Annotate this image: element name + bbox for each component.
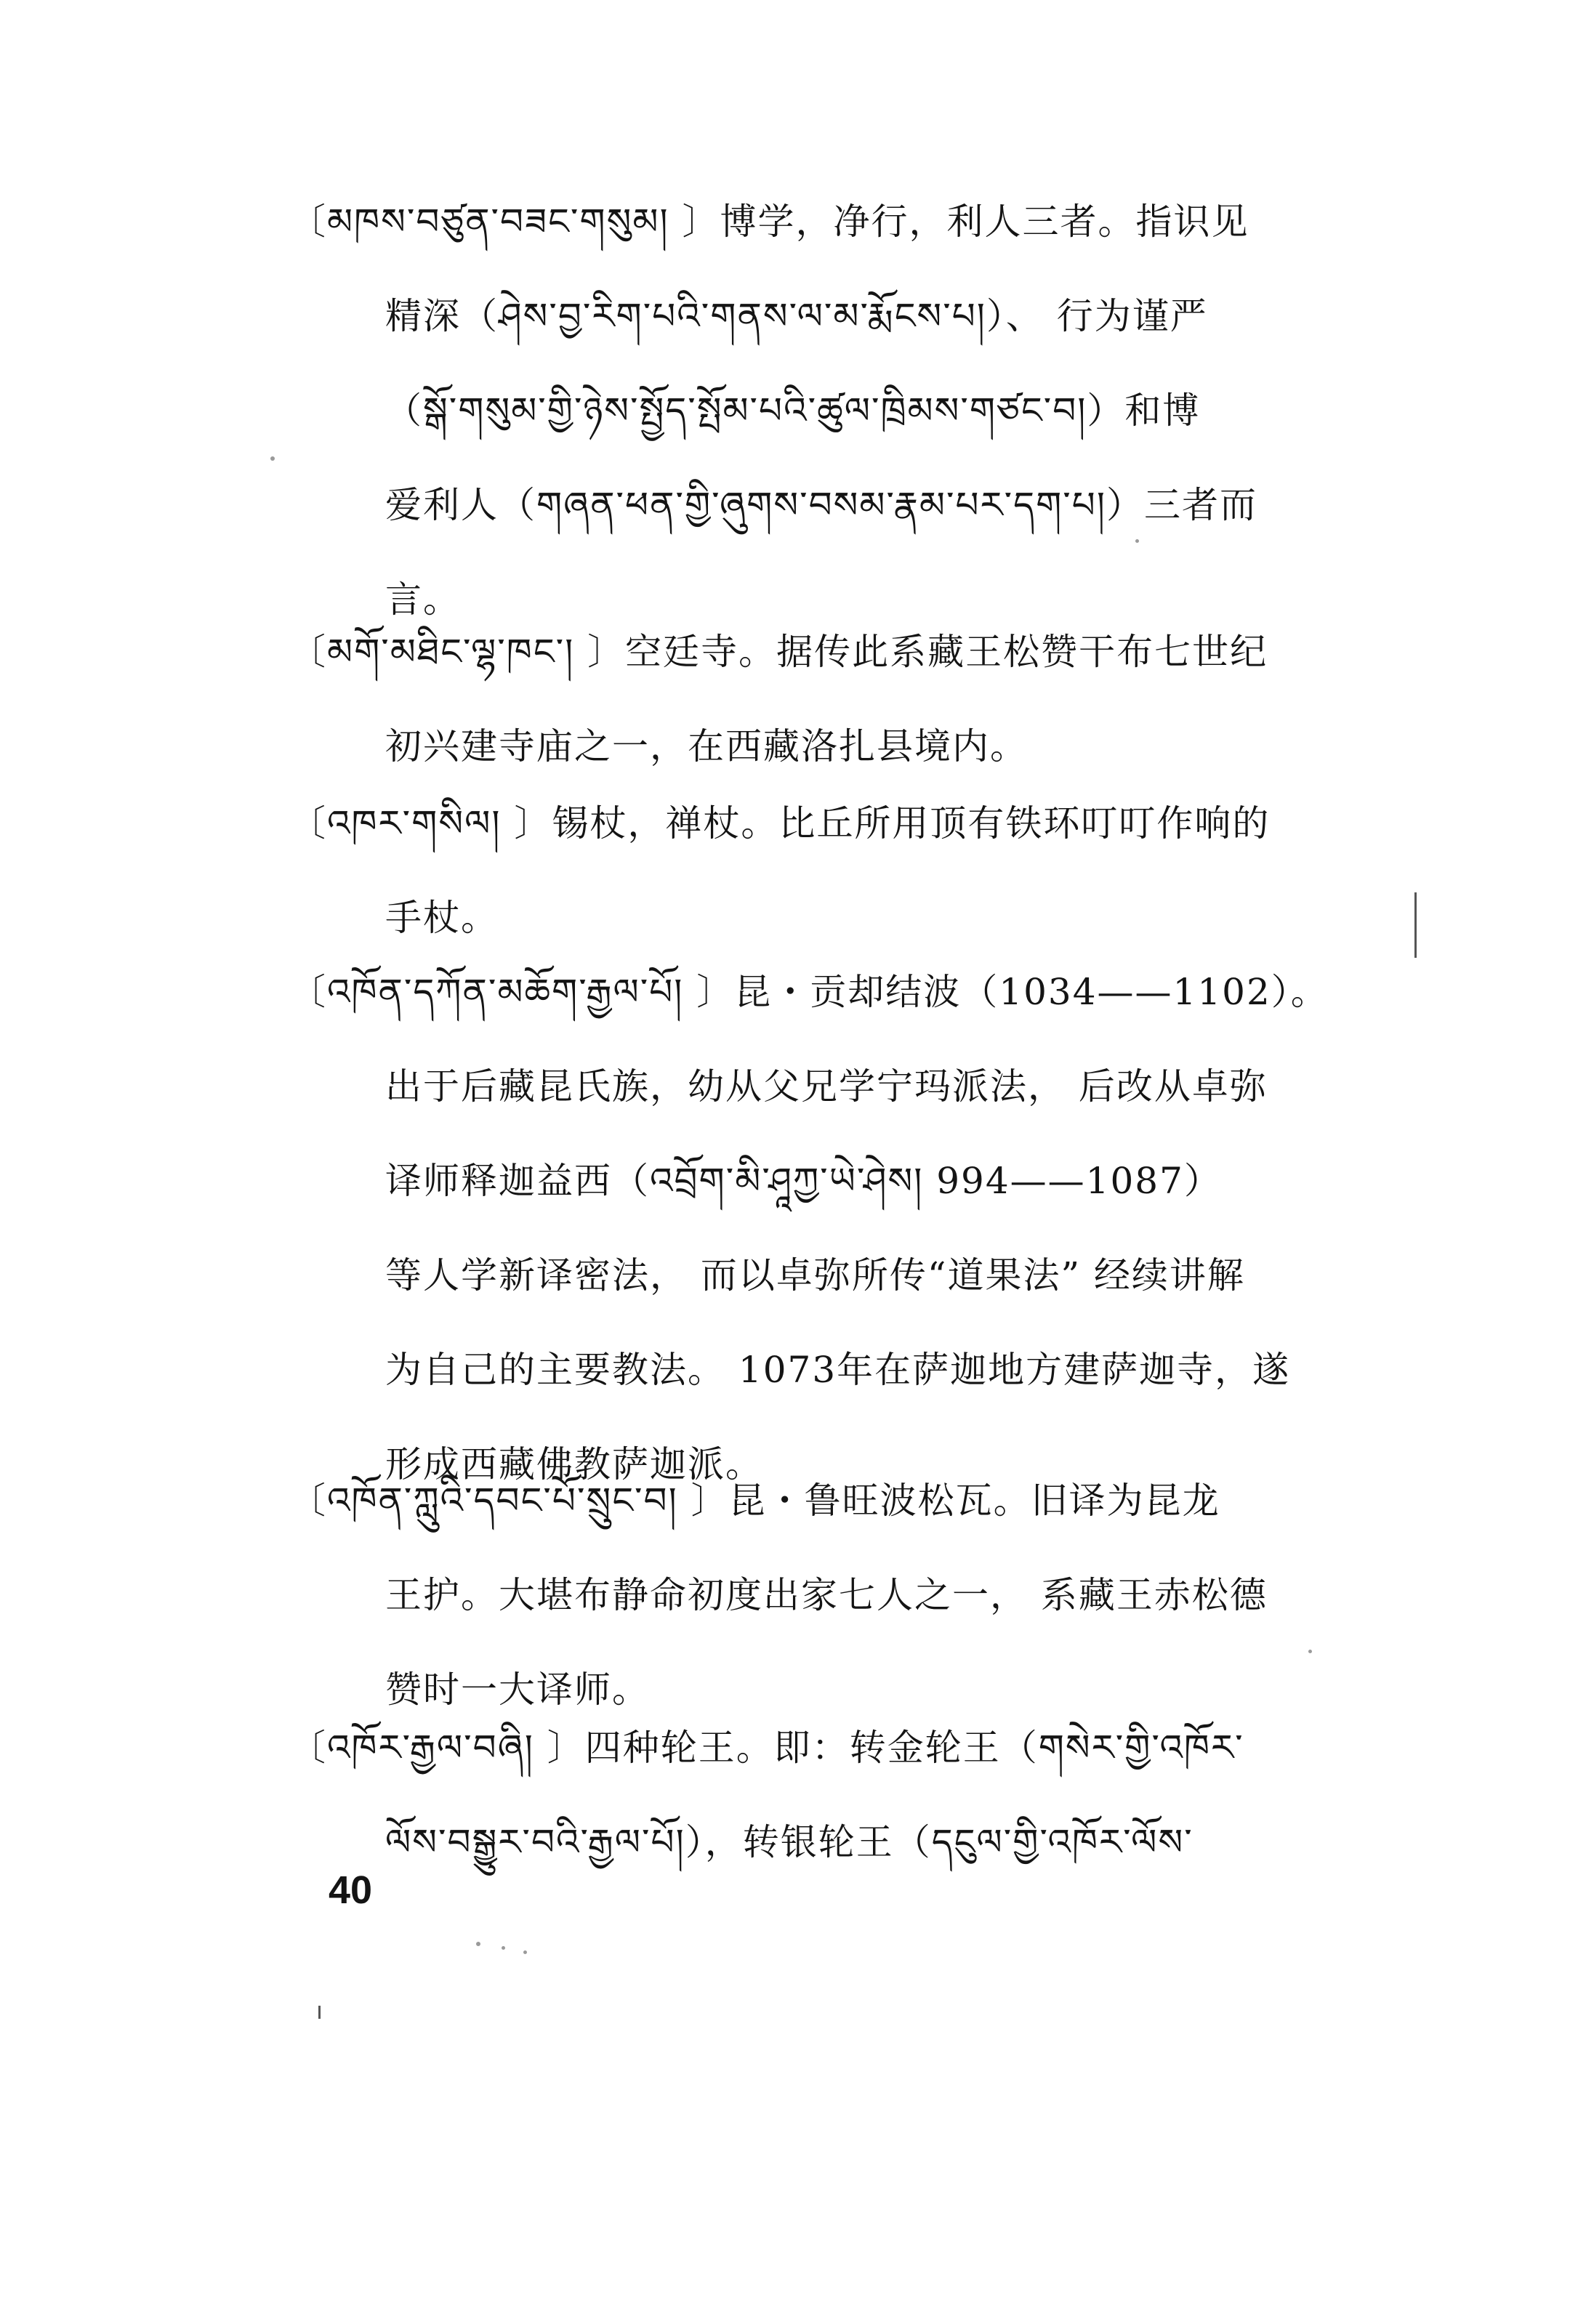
entry-headline: 〔མགོ་མཐིང་ལྷ་ཁང་། 〕空廷寺。据传此系藏王松赞干布七世纪 (289, 631, 1268, 673)
entry-body-line: 言。 (385, 578, 461, 621)
entry-body-line: 为自己的主要教法。 1073年在萨迦地方建萨迦寺，遂 (385, 1349, 1291, 1391)
entry-mkhas-btsun-bzang-gsum (289, 174, 1401, 647)
entry-vkhor-rgyal-bzhi (289, 1700, 1401, 1889)
entry-headline: 〔མཁས་བཙུན་བཟང་གསུམ། 〕博学，净行，利人三者。指识见 (289, 201, 1249, 243)
scan-speck (1135, 539, 1139, 543)
entry-body-line: ལོས་བསྒྱུར་བའི་རྒྱལ་པོ།），转银轮王（དངུལ་གྱི་འཁོར་ལོས་ (385, 1821, 1193, 1863)
entry-headline: 〔འཁར་གསིལ། 〕锡杖，禅杖。比丘所用顶有铁环叮叮作响的 (289, 802, 1271, 844)
entry-vkhar-gsil (289, 776, 1401, 965)
entry-body-line: 爱利人（གཞན་ཕན་གྱི་ཞུགས་བསམ་རྣམ་པར་དག་པ།）三者而 (385, 484, 1257, 526)
entry-body-line: 精深（ཤེས་བྱ་རིག་པའི་གནས་ལ་མ་རྨོངས་པ།）、 行为谨严 (385, 295, 1208, 337)
entry-body-line: 译师释迦益西（འབྲོག་མི་ཤཱཀྱ་ཡེ་ཤེས། 994——1087） (385, 1160, 1222, 1202)
scan-speck (476, 1942, 480, 1946)
entry-vkhon-klui-dbang-po-srung-ba (289, 1453, 1401, 1737)
entry-body-line: 手杖。 (385, 897, 499, 939)
entry-body-line: 赞时一大译师。 (385, 1669, 650, 1711)
entry-body-line: （སྒོ་གསུམ་གྱི་ཉེས་སྤྱོད་སྤོམ་པའི་ཚུལ་ཁྲིམས་གཙང་བ།）和博 (385, 390, 1201, 432)
entry-headline: 〔འཁོན་དཀོན་མཆོག་རྒྱལ་པོ། 〕昆・贡却结波（1034——1102）。 (289, 971, 1329, 1013)
entry-body-line: 出于后藏昆氏族，幼从父兄学宁玛派法， 后改从卓弥 (385, 1065, 1268, 1107)
scan-speck (1308, 1650, 1312, 1653)
entry-headline: 〔འཁོར་རྒྱལ་བཞི། 〕四种轮王。即：转金轮王（གསེར་གྱི་འཁོར་ (289, 1727, 1244, 1769)
scan-speck (502, 1946, 505, 1950)
scan-speck (270, 456, 275, 461)
page-number: 40 (329, 1868, 373, 1912)
scan-edge-mark (318, 2006, 321, 2019)
entry-body-line: 等人学新译密法， 而以卓弥所传“道果法” 经续讲解 (385, 1254, 1245, 1296)
entry-body-line: 形成西藏佛教萨迦派。 (385, 1443, 763, 1485)
entry-vkhon-dkon-mchog-rgyal-po (289, 945, 1401, 1512)
entry-headline: 〔འཁོན་ཀླུའི་དབང་པོ་སྲུང་བ། 〕昆・鲁旺波松瓦。旧译为昆龙 (289, 1480, 1220, 1522)
scan-edge-mark (1414, 892, 1417, 958)
entry-mgo-mthing-lha-khang (289, 605, 1401, 794)
entry-body-line: 王护。大堪布静命初度出家七人之一， 系藏王赤松德 (385, 1574, 1268, 1616)
scan-speck (523, 1950, 527, 1954)
entry-body-line: 初兴建寺庙之一，在西藏洛扎县境内。 (385, 725, 1028, 767)
